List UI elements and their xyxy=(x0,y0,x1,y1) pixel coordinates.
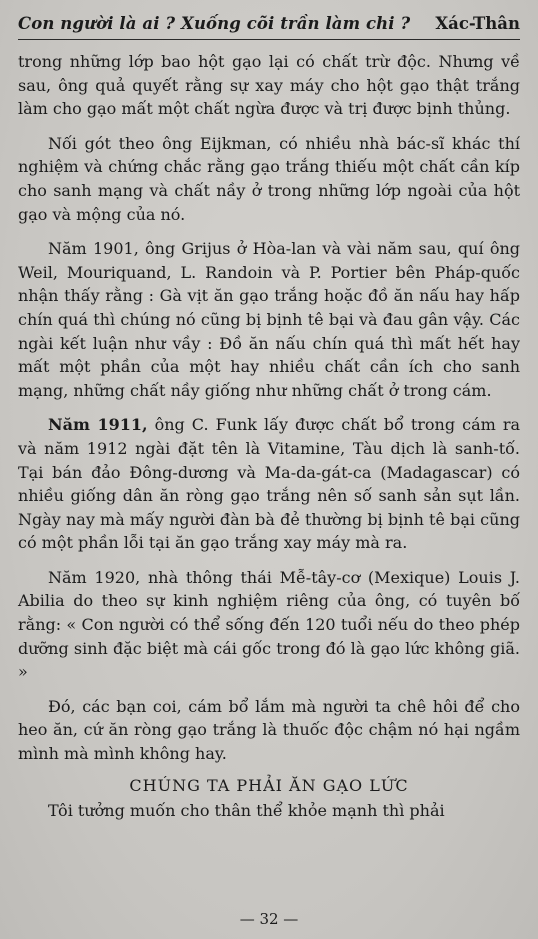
paragraph-text: Đó, các bạn coi, cám bổ lắm mà người ta chê hôi để cho heo ăn, cứ ăn ròng gạo trắng là thuốc độc chậm nó hại ngầm mình mà mình không hay. xyxy=(18,696,520,764)
running-title: Con người là ai ? Xuống cõi trần làm chi ? xyxy=(18,14,411,33)
paragraph xyxy=(18,413,520,555)
paragraph-text: trong những lớp bao hột gạo lại có chất trừ độc. Nhưng về sau, ông quả quyết rằng sự xay máy cho hột gạo thật trắng làm cho gạo mất một chất ngừa được và trị được bịnh thủng. xyxy=(18,52,520,119)
paragraph-last xyxy=(18,799,520,823)
paragraph xyxy=(18,237,520,402)
paragraph-text: Tôi tưởng muốn cho thân thể khỏe mạnh thì phải xyxy=(48,800,445,820)
paragraph xyxy=(18,566,520,684)
running-header xyxy=(18,14,520,40)
section-heading: CHÚNG TA PHẢI ĂN GẠO LỨC xyxy=(129,775,409,795)
paragraph-text: Năm 1920, nhà thông thái Mễ-tây-cơ (Mexique) Louis J. Abilia do theo sự kinh nghiệm riêng của ông, có tuyên bố rằng: « Con người có thể sống đến 120 tuổi nếu do theo phép dưỡng sinh đặc biệt mà cái gốc trong đó là gạo lức không giã. » xyxy=(18,567,520,682)
paragraph-lead: Năm 1911, xyxy=(48,415,148,435)
paragraph-text: Năm 1901, ông Grijus ở Hòa-lan và vài năm sau, quí ông Weil, Mouriquand, L. Randoin và P. Portier bên Pháp-quốc nhận thấy rằng : Gà vịt ăn gạo trắng hoặc đồ ăn nấu hay hấp chín quá thì chúng nó cũng bị bịnh tê bại và đau gân vậy. Các ngài kết luận như vầy : Đồ ăn nấu chín quá thì mất hết hay mất một phần của một hay nhiều chất cần ích cho sanh mạng, những chất nầy giống như những chất ở trong cám. xyxy=(18,239,520,400)
page-number: — 32 — xyxy=(239,910,299,928)
body-text xyxy=(18,50,520,822)
paragraph-continued xyxy=(18,50,520,121)
paragraph-text: ông C. Funk lấy được chất bổ trong cám ra và năm 1912 ngài đặt tên là Vitamine, Tàu dịch là sanh-tố. Tại bán đảo Đông-dương và Ma-da-gát-ca (Madagascar) có nhiều giống dân ăn ròng gạo trắng nên số sanh sản sụt lần. Ngày nay mà mấy người đàn bà đẻ thường bị bịnh tê bại cũng có một phần lỗi tại ăn gạo trắng xay máy mà ra. xyxy=(18,415,521,553)
running-author: Xác-Thân xyxy=(435,14,520,33)
paragraph xyxy=(18,695,520,766)
paragraph xyxy=(18,132,520,226)
paragraph-text: Nối gót theo ông Eijkman, có nhiều nhà bác-sĩ khác thí nghiệm và chứng chắc rằng gạo trắng thiếu một chất cần kíp cho sanh mạng và chất nầy ở trong những lớp ngoài của hột gạo và mộng của nó. xyxy=(18,133,520,224)
